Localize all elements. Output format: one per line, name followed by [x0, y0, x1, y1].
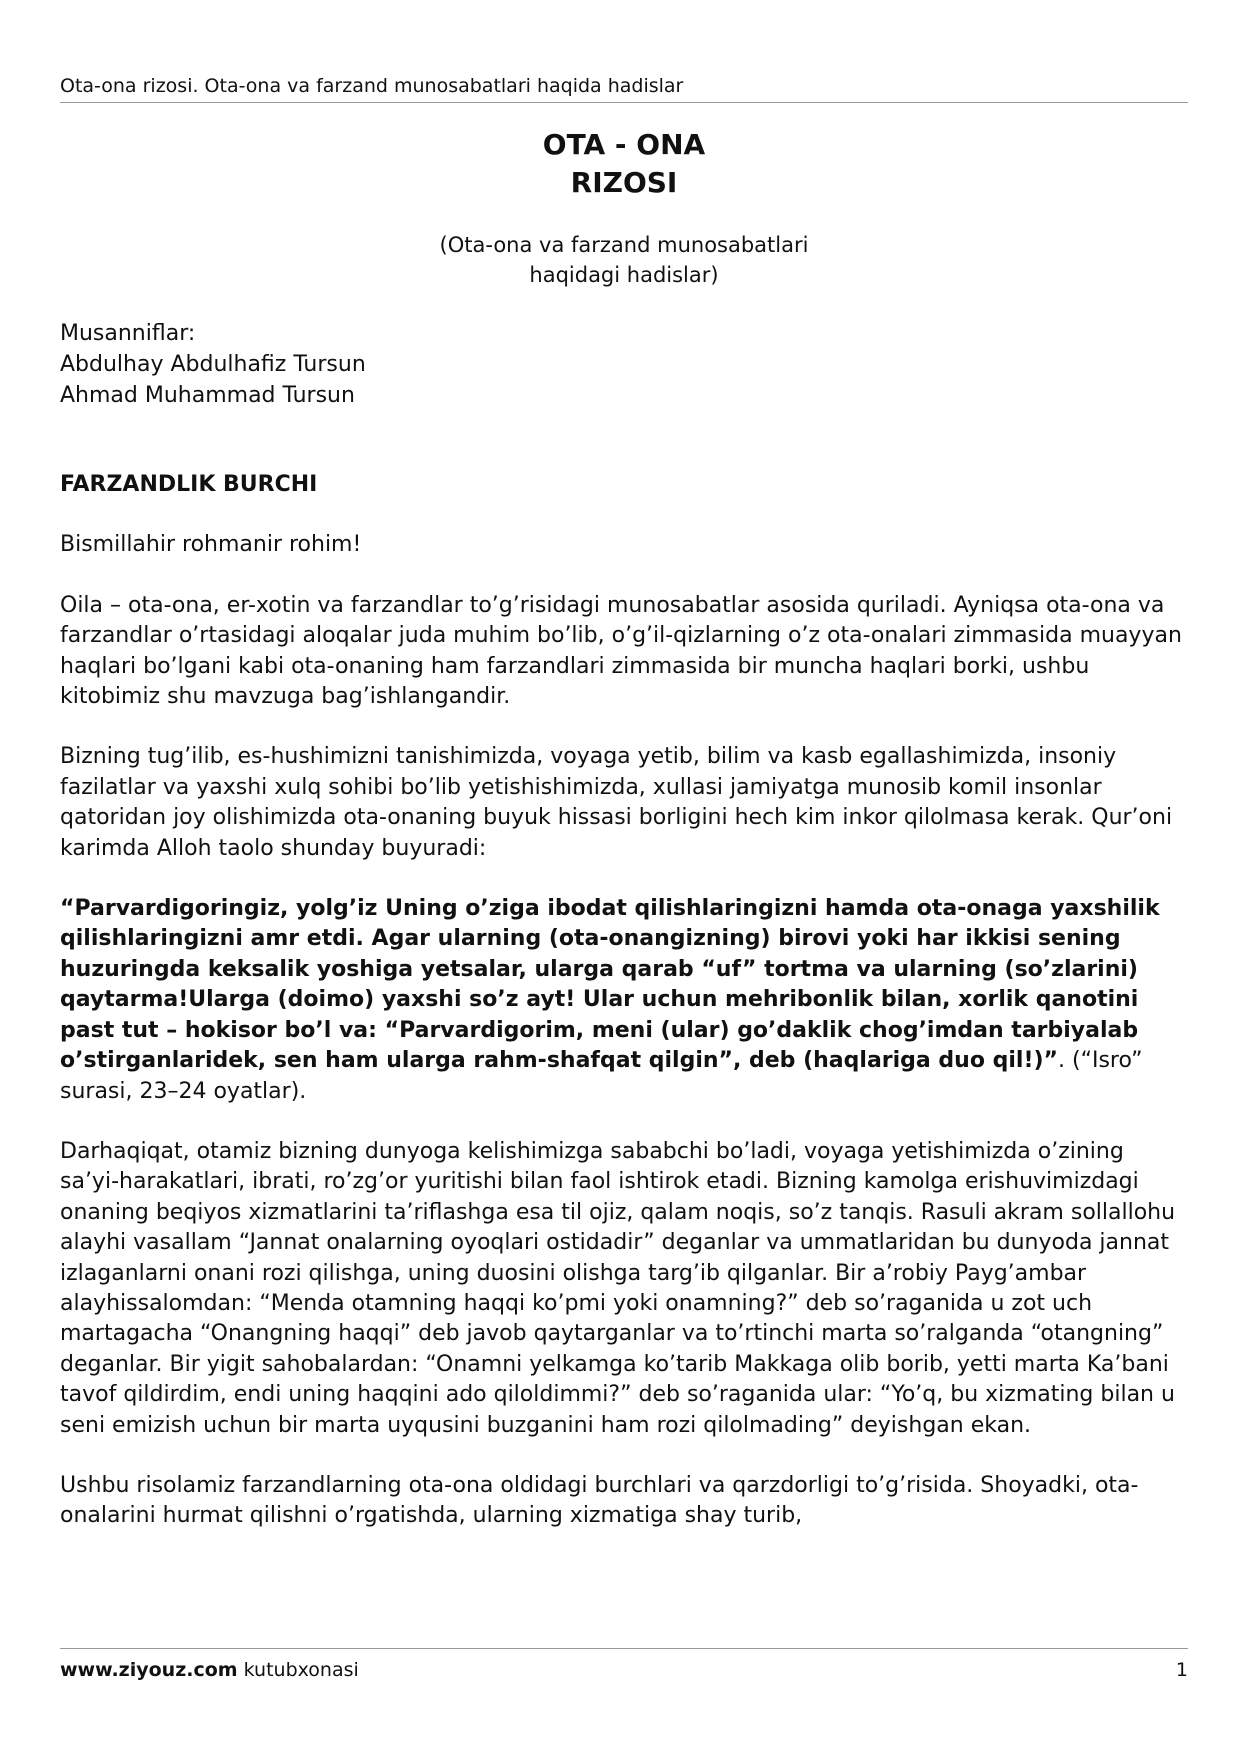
section-heading: FARZANDLIK BURCHI — [60, 472, 318, 497]
paragraph: Oila – ota-ona, er-xotin va farzandlar to’g’risidagi munosabatlar asosida quriladi. Ayniqsa ota-ona va farzandlar o’rtasidagi aloqalar juda muhim bo’lib, o’g’il-qizlarning o’z ota-onalari zimmasida muayyan haqlari bo’lgani kabi ota-onaning ham farzandlari zimmasida bir muncha haqlari borki, ushbu kitobimiz shu mavzuga bag’ishlangandir. — [60, 592, 1182, 710]
quran-quote — [60, 894, 1188, 1107]
footer-site-link[interactable]: www.ziyouz.com — [60, 1659, 238, 1681]
page-footer — [60, 1648, 1188, 1683]
subtitle-line-1: (Ota-ona va farzand munosabatlari — [439, 233, 809, 257]
document-subtitle — [60, 230, 1188, 290]
title-line-1: OTA - ONA — [542, 128, 706, 161]
document-title — [60, 126, 1188, 202]
quote-text: “Parvardigoringiz, yolg’iz Uning o’ziga ibodat qilishlaringizni hamda ota-onaga yaxshilik qilishlaringizni amr etdi. Agar ularning (ota-onangizning) birovi yoki har ikkisi sening huzuringda keksalik yoshiga yetsalar, ularga qarab “uf” tortma va ularning (so’zlarini) qaytarma!Ularga (doimo) yaxshi so’z ayt! Ular uchun mehribonlik bilan, xorlik qanotini past tut – hokisor bo’l va: “Parvardigorim, meni (ular) go’daklik chog’imdan tarbiyalab o’stirganlaridek, sen ham ularga rahm-shafqat qilgin”, deb (haqlariga duo qil!)” — [60, 896, 1160, 1074]
subtitle-line-2: haqidagi hadislar) — [529, 263, 719, 287]
body-text — [60, 470, 1188, 1562]
quote-reference: . (“Isro” surasi, 23–24 oyatlar). — [60, 1048, 1143, 1104]
paragraph: Bizning tug’ilib, es-hushimizni tanishimizda, voyaga yetib, bilim va kasb egallashimizda, insoniy fazilatlar va yaxshi xulq sohibi bo’lib yetishishimizda, xullasi jamiyatga munosib komil insonlar qatoridan joy olishimizda ota-onaning buyuk hissasi borligini hech kim inkor qilolmasa kerak. Qur’oni karimda Alloh taolo shunday buyuradi: — [60, 744, 1173, 861]
page-number: 1 — [1175, 1659, 1188, 1681]
paragraph: Darhaqiqat, otamiz bizning dunyoga kelishimizga sababchi bo’ladi, voyaga yetishimizda o’zining sa’yi-harakatlari, ibrati, ro’zg’or yuritishi bilan faol ishtirok etadi. Bizning kamolga erishuvimizdagi onaning beqiyos xizmatlarini ta’riflashga esa til ojiz, qalam noqis, so’z tanqis. Rasuli akram sollallohu alayhi vasallam “Jannat onalarning oyoqlari ostidadir” deganlar va ummatlaridan bu dunyoda jannat izlaganlarni onani rozi qilishga, uning duosini olishga targ’ib qilganlar. Bir a’robiy Payg’ambar alayhissalomdan: “Menda otamning haqqi ko’pmi yoki onamning?” deb so’raganida u zot uch martagacha “Onangning haqqi” deb javob qaytarganlar va to’rtinchi marta so’ralganda “otangning” deganlar. Bir yigit sahobalardan: “Onamni yelkamga ko’tarib Makkaga olib borib, yetti marta Ka’bani tavof qildirdim, endi uning haqqini ado qiloldimmi?” deb so’raganida ular: “Yo’q, bu xizmating bilan u seni emizish uchun bir marta uyqusini buzganini ham rozi qilolmading” deyishgan ekan. — [60, 1138, 1176, 1438]
footer-suffix: kutubxonasi — [237, 1659, 359, 1681]
author-name: Abdulhay Abdulhafiz Tursun — [60, 352, 366, 377]
author-name: Ahmad Muhammad Tursun — [60, 383, 355, 408]
authors-label: Musanniflar: — [60, 321, 196, 346]
authors-block — [60, 318, 1188, 411]
document-page — [60, 0, 1188, 1754]
paragraph: Ushbu risolamiz farzandlarning ota-ona oldidagi burchlari va qarzdorligi to’g’risida. Shoyadki, ota-onalarini hurmat qilishni o’rgatishda, ularning xizmatiga shay turib, — [60, 1472, 1139, 1529]
running-header: Ota-ona rizosi. Ota-ona va farzand munosabatlari haqida hadislar — [60, 72, 1188, 103]
title-line-2: RIZOSI — [570, 166, 678, 199]
paragraph-basmala: Bismillahir rohmanir rohim! — [60, 532, 362, 558]
